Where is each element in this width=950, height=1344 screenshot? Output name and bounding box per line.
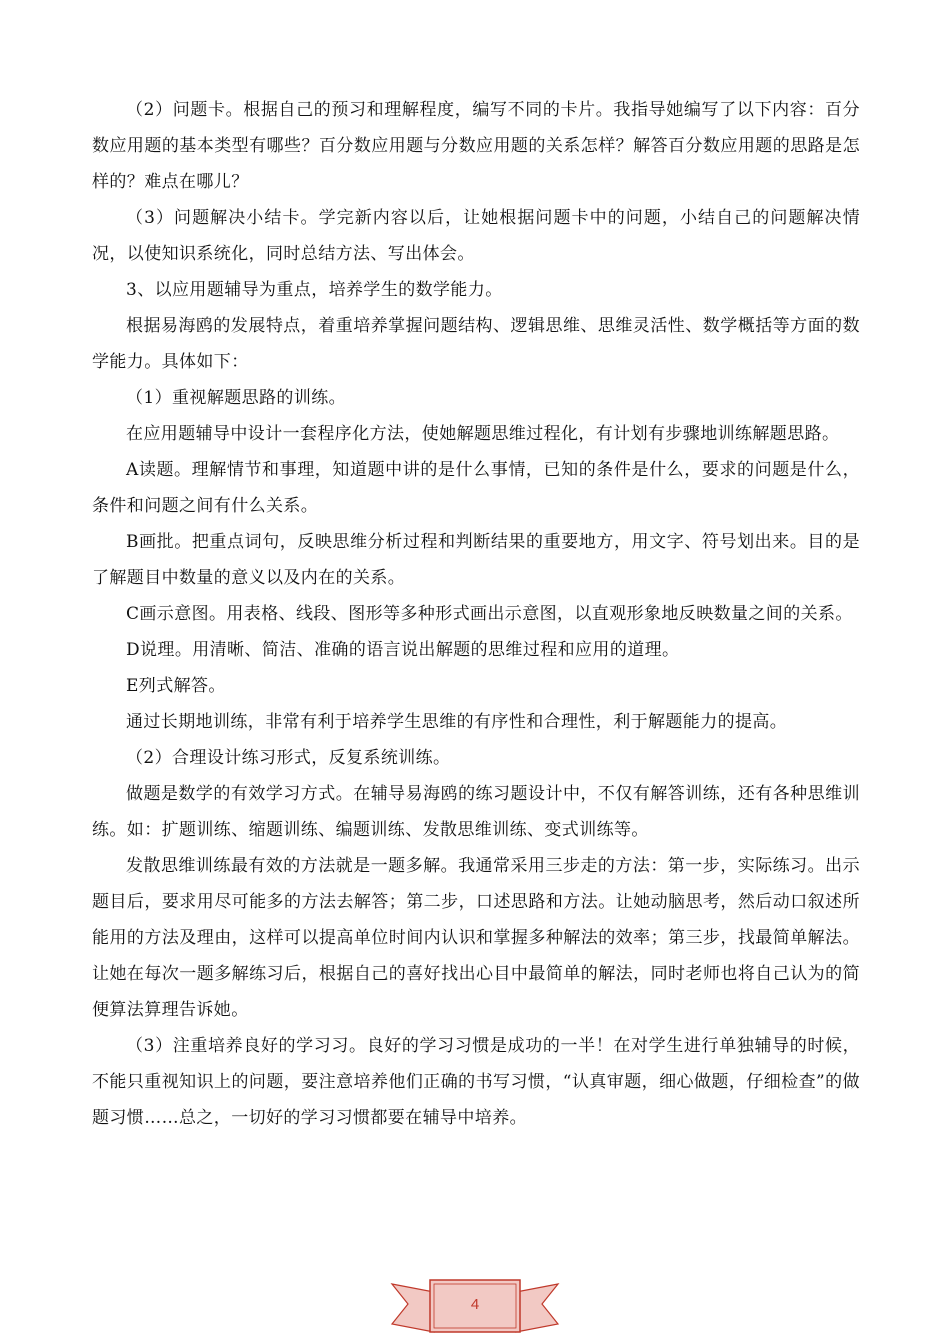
- paragraph: 通过长期地训练，非常有利于培养学生思维的有序性和合理性，利于解题能力的提高。: [126, 712, 788, 732]
- step-item: A读题。理解情节和事理，知道题中讲的是什么事情，已知的条件是什么，要求的问题是什么，条件和问题之间有什么关系。: [92, 460, 860, 516]
- paragraph: （2）问题卡。根据自己的预习和理解程度，编写不同的卡片。我指导她编写了以下内容：百分数应用题的基本类型有哪些？百分数应用题与分数应用题的关系怎样？解答百分数应用题的思路是怎样的？难点在哪儿？: [92, 100, 860, 192]
- page-number: 4: [470, 1296, 480, 1313]
- paragraph: 在应用题辅导中设计一套程序化方法，使她解题思维过程化，有计划有步骤地训练解题思路。: [126, 424, 840, 444]
- section-heading: 3、以应用题辅导为重点，培养学生的数学能力。: [126, 280, 503, 300]
- step-item: D说理。用清晰、简洁、准确的语言说出解题的思维过程和应用的道理。: [126, 640, 680, 660]
- paragraph: 发散思维训练最有效的方法就是一题多解。我通常采用三步走的方法：第一步，实际练习。出示题目后，要求用尽可能多的方法去解答；第二步，口述思路和方法。让她动脑思考，然后动口叙述所能用的方法及理由，这样可以提高单位时间内认识和掌握多种解法的效率；第三步，找最简单解法。让她在每次一题多解练习后，根据自己的喜好找出心目中最简单的解法，同时老师也将自己认为的简便算法算理告诉她。: [92, 856, 860, 1020]
- paragraph: 根据易海鸥的发展特点，着重培养掌握问题结构、逻辑思维、思维灵活性、数学概括等方面的数学能力。具体如下：: [92, 316, 860, 372]
- paragraph: （3）注重培养良好的学习习。良好的学习习惯是成功的一半！在对学生进行单独辅导的时候，不能只重视知识上的问题，要注意培养他们正确的书写习惯，“认真审题，细心做题，仔细检查”的做题习惯……总之，一切好的学习习惯都要在辅导中培养。: [92, 1036, 860, 1128]
- step-item: C画示意图。用表格、线段、图形等多种形式画出示意图，以直观形象地反映数量之间的关系。: [126, 604, 853, 624]
- step-item: B画批。把重点词句，反映思维分析过程和判断结果的重要地方，用文字、符号划出来。目的是了解题目中数量的意义以及内在的关系。: [92, 532, 860, 588]
- step-item: E列式解答。: [126, 676, 226, 696]
- document-body: [92, 92, 860, 1136]
- page-footer: [388, 1272, 562, 1336]
- paragraph: 做题是数学的有效学习方式。在辅导易海鸥的练习题设计中，不仅有解答训练，还有各种思维训练。如：扩题训练、缩题训练、编题训练、发散思维训练、变式训练等。: [92, 784, 860, 840]
- subsection-heading: （2）合理设计练习形式，反复系统训练。: [126, 748, 451, 768]
- subsection-heading: （1）重视解题思路的训练。: [126, 388, 347, 408]
- paragraph: （3）问题解决小结卡。学完新内容以后，让她根据问题卡中的问题，小结自己的问题解决情况，以使知识系统化，同时总结方法、写出体会。: [92, 208, 860, 264]
